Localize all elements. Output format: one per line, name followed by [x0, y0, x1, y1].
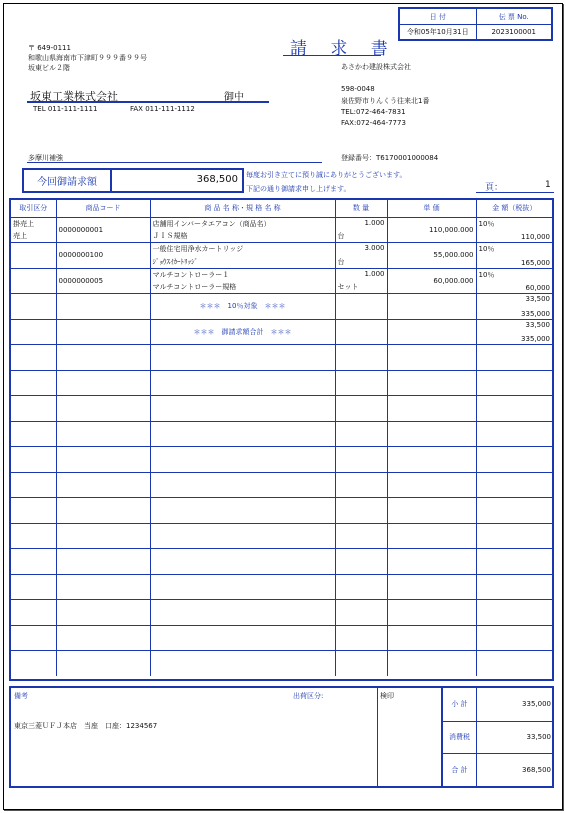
- issuer-fax: FAX:072-464-7773: [341, 119, 406, 127]
- customer-dept: 多摩川補強: [28, 154, 63, 162]
- date-value: 令和05年10月31日: [406, 28, 469, 36]
- seal-label: 検印: [380, 692, 394, 700]
- row-code: 0000000005: [58, 276, 104, 285]
- subtotal-label: 小 計: [443, 688, 477, 721]
- items-table: [9, 198, 554, 681]
- page-label: 頁：: [485, 183, 504, 193]
- subtotal-row: [443, 688, 554, 721]
- customer-tel: TEL 011-111-1111: [33, 105, 98, 113]
- date-label: 日 付: [429, 12, 446, 21]
- totals-box: [441, 688, 552, 786]
- row-tax: 10％: [478, 270, 495, 279]
- summary-label-grand-total: ＊＊＊ 御請求額合計 ＊＊＊: [193, 327, 292, 336]
- seal-box: [377, 688, 441, 786]
- page-number: 1: [545, 180, 551, 190]
- empty-row: [11, 523, 552, 549]
- empty-row: [11, 498, 552, 524]
- customer-fax: FAX 011-111-1112: [130, 105, 195, 113]
- col-header-name: 商 品 名 称・規 格 名 称: [150, 200, 335, 217]
- empty-row: [11, 625, 552, 651]
- slip-value: 2023100001: [476, 25, 552, 39]
- row-amount: 165,000: [521, 258, 550, 267]
- summary-row-grand-total: [11, 319, 552, 345]
- empty-row: [11, 574, 552, 600]
- summary-label-tax-target: ＊＊＊ 10％対象 ＊＊＊: [199, 302, 286, 311]
- row-qty: 3.000: [364, 244, 385, 252]
- message-line1: 毎度お引き立てに預り誠にありがとうございます。: [246, 171, 407, 179]
- row-price: 60,000.000: [433, 276, 474, 285]
- message-line2: 下記の通り御請求申し上げます。: [246, 185, 351, 193]
- customer-postal: 〒 649-0111: [28, 44, 71, 52]
- tax-value: 33,500: [526, 733, 551, 742]
- slip-label: 伝 票 No.: [476, 9, 552, 24]
- remarks-label: 備考: [14, 692, 28, 700]
- total-row: [443, 753, 554, 786]
- issuer-tel: TEL:072-464-7831: [341, 108, 406, 116]
- row-spec: ｼﾞｮｳｽｲｶｰﾄﾘｯｼﾞ: [152, 257, 198, 266]
- row-tax: 10％: [478, 219, 495, 228]
- shipping-label: 出荷区分:: [293, 692, 324, 700]
- tax-row: [443, 721, 554, 754]
- total-label: 合 計: [443, 754, 477, 786]
- table-row: [11, 243, 552, 269]
- row-spec: マルチコントローラー規格: [152, 283, 237, 291]
- row-tax: 10％: [478, 245, 495, 253]
- row-type2: 売上: [13, 232, 27, 240]
- bank-info: 東京三菱ＵＦＪ本店 当座 口座：1234567: [14, 722, 158, 730]
- title-underline: [283, 55, 381, 56]
- invoice-amount-label: 今回御請求額: [24, 170, 112, 191]
- row-type1: 掛売上: [13, 219, 34, 228]
- row-code: 0000000100: [58, 251, 104, 260]
- summary-tax-target-tax: 33,500: [525, 295, 550, 303]
- footer-box: [9, 686, 554, 788]
- row-price: 110,000.000: [428, 225, 474, 234]
- customer-address2: 坂東ビル２階: [28, 64, 70, 72]
- total-value: 368,500: [522, 765, 551, 774]
- col-header-type: 取引区分: [11, 200, 56, 217]
- col-header-qty: 数 量: [335, 200, 387, 217]
- table-row: [11, 268, 552, 294]
- summary-row-tax-target: [11, 294, 552, 320]
- empty-row: [11, 651, 552, 677]
- empty-row: [11, 549, 552, 575]
- empty-row: [11, 600, 552, 626]
- row-name: 店舗用インバータエアコン（商品名）: [152, 219, 271, 228]
- customer-name: 坂東工業株式会社: [30, 90, 118, 103]
- row-unit: 台: [337, 257, 345, 266]
- issuer-registration: 登録番号：T6170001000084: [341, 154, 439, 162]
- row-name: マルチコントローラー１: [152, 270, 230, 279]
- customer-name-underline: [27, 101, 269, 103]
- empty-row: [11, 370, 552, 396]
- row-spec: ＪＩＳ規格: [152, 232, 188, 240]
- empty-row: [11, 472, 552, 498]
- summary-grand-total-tax: 33,500: [525, 320, 550, 329]
- summary-grand-total-amount: 335,000: [521, 335, 550, 343]
- row-unit: 台: [337, 232, 345, 240]
- empty-row: [11, 447, 552, 473]
- customer-address1: 和歌山県海南市下津町９９９番９９号: [28, 54, 147, 62]
- document-title: 請 求 書: [290, 39, 397, 59]
- dept-underline: [27, 162, 322, 163]
- empty-row: [11, 421, 552, 447]
- tax-label: 消費税: [443, 722, 477, 754]
- col-header-amount: 金 額（税抜）: [476, 200, 552, 217]
- issuer-postal: 598-0048: [341, 85, 375, 93]
- issuer-name: あさかわ建設株式会社: [341, 63, 411, 71]
- row-price: 55,000.000: [433, 251, 474, 260]
- col-header-code: 商品コード: [56, 200, 150, 217]
- customer-honorific: 御中: [224, 92, 244, 103]
- date-slip-box: [398, 7, 553, 41]
- invoice-amount-value: 368,500: [196, 174, 238, 185]
- col-header-price: 単 価: [387, 200, 476, 217]
- summary-tax-target-amount: 335,000: [521, 309, 550, 318]
- row-unit: セット: [337, 283, 359, 291]
- empty-row: [11, 345, 552, 371]
- row-qty: 1.000: [364, 218, 385, 227]
- row-amount: 110,000: [521, 233, 550, 241]
- table-row: [11, 217, 552, 243]
- empty-row: [11, 396, 552, 422]
- row-code: 0000000001: [58, 225, 104, 234]
- invoice-amount-box: [22, 168, 244, 193]
- row-qty: 1.000: [364, 269, 385, 278]
- table-header-row: [11, 200, 552, 217]
- row-name: 一般住宅用浄水カートリッジ: [152, 245, 244, 253]
- subtotal-value: 335,000: [522, 700, 551, 709]
- issuer-address: 泉佐野市りんくう往来北1番: [341, 97, 430, 105]
- row-amount: 60,000: [525, 284, 550, 292]
- page-underline: [476, 192, 554, 193]
